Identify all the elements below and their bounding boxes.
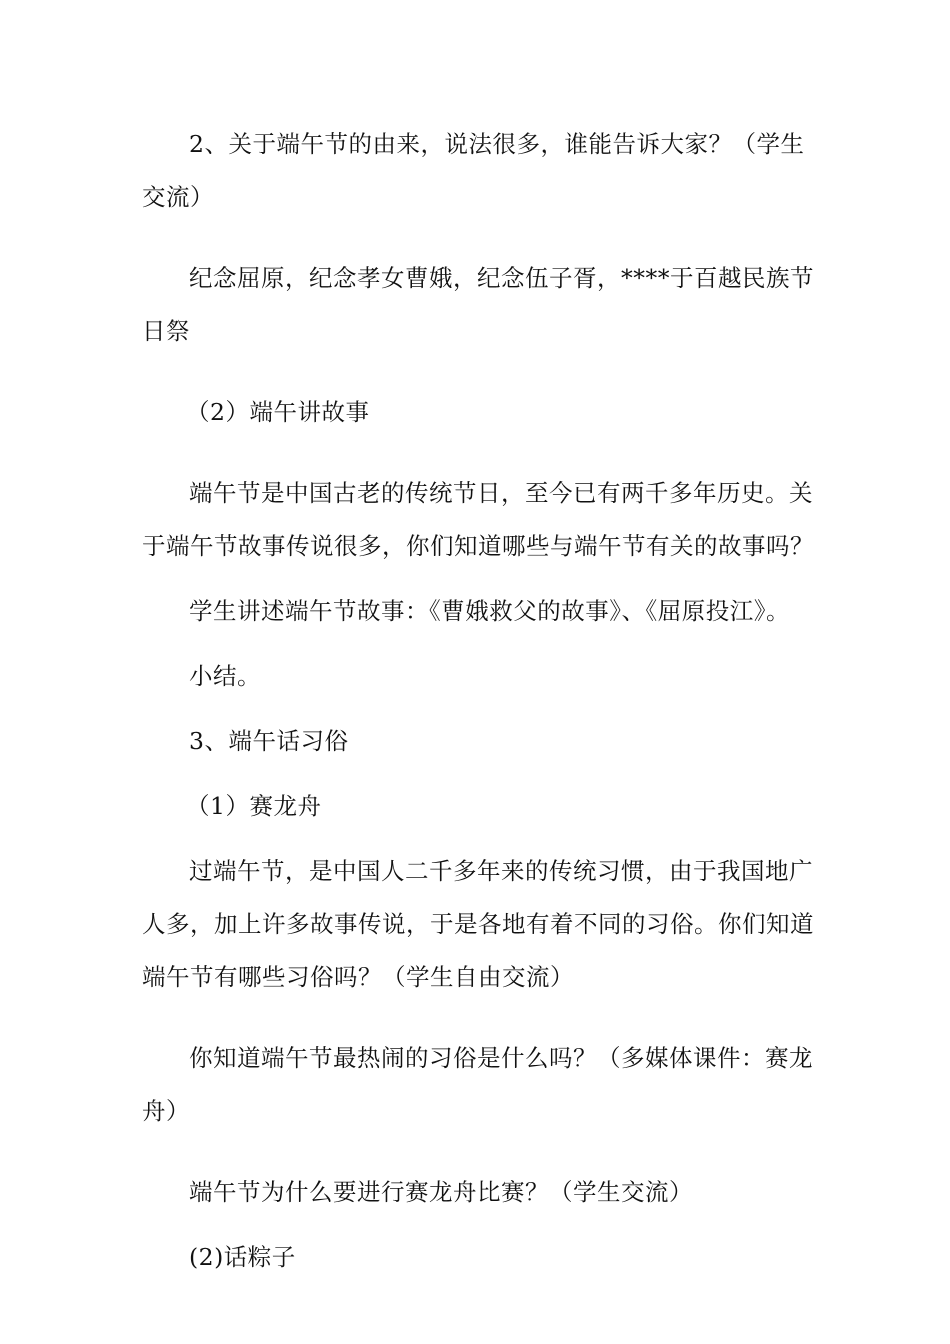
heading-customs: 3、端午话习俗 <box>189 727 349 755</box>
paragraph-why-dragon-boat: 端午节为什么要进行赛龙舟比赛？（学生交流） <box>189 1178 693 1206</box>
document-body <box>142 118 818 1296</box>
heading-zongzi: (2)话粽子 <box>189 1243 296 1271</box>
heading-stories: （2）端午讲故事 <box>186 398 370 426</box>
paragraph-customs-intro: 过端午节，是中国人二千多年来的传统习惯，由于我国地广人多，加上许多故事传说，于是各地有着不同的习俗。你们知道端午节有哪些习俗吗？（学生自由交流） <box>142 857 814 991</box>
paragraph-student-stories: 学生讲述端午节故事：《曹娥救父的故事》、《屈原投江》。 <box>189 597 790 625</box>
paragraph-origin-answers: 纪念屈原，纪念孝女曹娥，纪念伍子胥，****于百越民族节日祭 <box>142 264 814 345</box>
paragraph-stories-intro: 端午节是中国古老的传统节日，至今已有两千多年历史。关于端午节故事传说很多，你们知道哪些与端午节有关的故事吗？ <box>142 479 814 560</box>
paragraph-origin-question: 2、关于端午节的由来，说法很多，谁能告诉大家？（学生交流） <box>142 130 805 211</box>
paragraph-liveliest-custom: 你知道端午节最热闹的习俗是什么吗？（多媒体课件：赛龙舟） <box>142 1044 813 1125</box>
heading-dragon-boat: （1）赛龙舟 <box>186 792 322 820</box>
paragraph-summary: 小结。 <box>189 662 261 690</box>
